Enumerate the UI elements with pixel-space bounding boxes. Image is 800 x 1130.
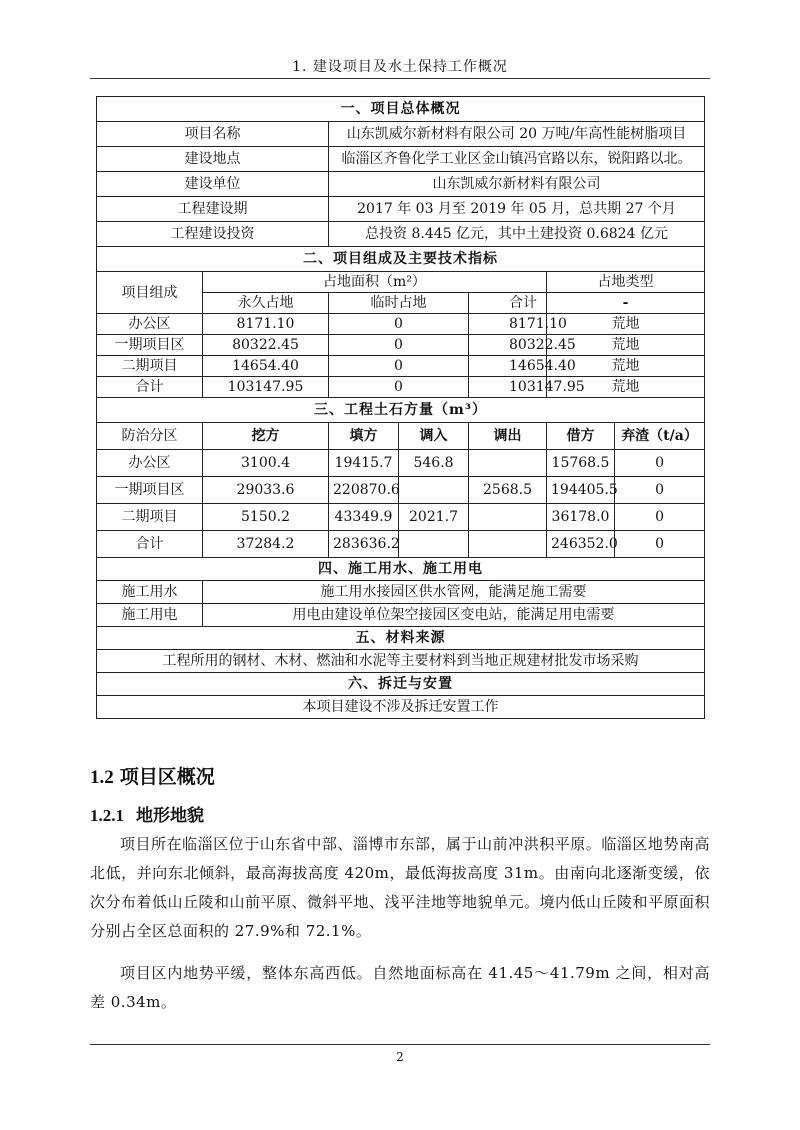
cell-temp: 0 — [329, 314, 469, 335]
cell-cut: 37284.2 — [203, 531, 329, 558]
table-row — [97, 122, 705, 147]
cell-cut: 29033.6 — [203, 477, 329, 504]
col-header-area: 占地面积（m²） — [203, 272, 547, 293]
cell-temp: 0 — [329, 335, 469, 356]
cell-fill: 43349.9 — [329, 504, 399, 531]
table-row — [97, 450, 705, 477]
section-4-title: 四、施工用水、施工用电 — [97, 558, 705, 581]
cell-out — [469, 450, 547, 477]
cell-total: 103147.95 — [469, 377, 547, 398]
table-row — [97, 531, 705, 558]
col-header-perm: 永久占地 — [203, 293, 329, 314]
table-row — [97, 504, 705, 531]
cell-perm: 103147.95 — [203, 377, 329, 398]
row-label: 施工用电 — [97, 604, 203, 627]
table-row — [97, 377, 705, 398]
cell-borrow: 15768.5 — [547, 450, 615, 477]
table-row — [97, 477, 705, 504]
row-label: 项目名称 — [97, 122, 329, 147]
col-header-out: 调出 — [469, 423, 547, 450]
row-value: 总投资 8.445 亿元，其中土建投资 0.6824 亿元 — [329, 222, 705, 247]
cell-type: 荒地 — [547, 356, 705, 377]
subsection-number: 1.2.1 — [90, 806, 124, 825]
col-header-borrow: 借方 — [547, 423, 615, 450]
cell-total: 8171.10 — [469, 314, 547, 335]
cell-in — [399, 477, 469, 504]
cell-waste: 0 — [615, 531, 705, 558]
cell-out — [469, 504, 547, 531]
cell-name: 一期项目区 — [97, 335, 203, 356]
table-row — [97, 147, 705, 172]
section-3-title-row — [97, 398, 705, 423]
col-header-in: 调入 — [399, 423, 469, 450]
subsection-title: 地形地貌 — [136, 806, 204, 826]
header-rule — [90, 78, 710, 79]
col-header-zone: 防治分区 — [97, 423, 203, 450]
cell-waste: 0 — [615, 477, 705, 504]
section-heading — [90, 762, 215, 789]
cell-total: 14654.40 — [469, 356, 547, 377]
col-header-type: 占地类型 — [547, 272, 705, 293]
col-header-cut: 挖方 — [203, 423, 329, 450]
materials-text: 工程所用的钢材、木材、燃油和水泥等主要材料到当地正规建材批发市场采购 — [97, 650, 705, 673]
col-header-waste: 弃渣（t/a） — [615, 423, 705, 450]
paragraph-elevation: 项目区内地势平缓，整体东高西低。自然地面标高在 41.45～41.79m 之间，相对高差 0.34m。 — [90, 964, 710, 1011]
cell-fill: 220870.6 — [329, 477, 399, 504]
cell-out: 2568.5 — [469, 477, 547, 504]
table-row — [97, 696, 705, 719]
cell-name: 合计 — [97, 377, 203, 398]
cell-perm: 80322.45 — [203, 335, 329, 356]
cell-name: 办公区 — [97, 314, 203, 335]
project-overview-table — [96, 96, 705, 719]
table-row — [97, 581, 705, 604]
row-value: 临淄区齐鲁化学工业区金山镇冯官路以东，锐阳路以北。 — [329, 147, 705, 172]
cell-zone: 二期项目 — [97, 504, 203, 531]
col-header-temp: 临时占地 — [329, 293, 469, 314]
table-row — [97, 197, 705, 222]
section-6-title: 六、拆迁与安置 — [97, 673, 705, 696]
cell-perm: 8171.10 — [203, 314, 329, 335]
table-row — [97, 335, 705, 356]
cell-borrow: 246352.0 — [547, 531, 615, 558]
footer-rule — [90, 1044, 710, 1045]
section-1-title-row — [97, 97, 705, 122]
row-label: 工程建设投资 — [97, 222, 329, 247]
row-label: 建设单位 — [97, 172, 329, 197]
paragraph-terrain: 项目所在临淄区位于山东省中部、淄博市东部，属于山前冲洪积平原。临淄区地势南高北低，并向东北倾斜，最高海拔高度 420m，最低海拔高度 31m。由南向北逐渐变缓，依次分布着低山丘陵和山前平原、微斜平地、浅平洼地等地貌单元。境内低山丘陵和平原面积分别占全区总面积的 27.9%和 72.1%。 — [90, 835, 711, 940]
cell-in — [399, 531, 469, 558]
cell-out — [469, 531, 547, 558]
cell-type: 荒地 — [547, 377, 705, 398]
section-2-title: 二、项目组成及主要技术指标 — [97, 247, 705, 272]
col-header-total: 合计 — [469, 293, 547, 314]
row-value: 用电由建设单位架空接园区变电站，能满足用电需要 — [203, 604, 705, 627]
row-value: 山东凯威尔新材料有限公司 20 万吨/年高性能树脂项目 — [329, 122, 705, 147]
cell-type: 荒地 — [547, 314, 705, 335]
cell-borrow: 194405.5 — [547, 477, 615, 504]
table-row — [97, 314, 705, 335]
cell-fill: 283636.2 — [329, 531, 399, 558]
table-row — [97, 356, 705, 377]
section-4-title-row — [97, 558, 705, 581]
cell-cut: 5150.2 — [203, 504, 329, 531]
row-value: 山东凯威尔新材料有限公司 — [329, 172, 705, 197]
cell-zone: 一期项目区 — [97, 477, 203, 504]
cell-perm: 14654.40 — [203, 356, 329, 377]
running-header: 1. 建设项目及水土保持工作概况 — [292, 59, 508, 75]
cell-temp: 0 — [329, 377, 469, 398]
subsection-heading — [90, 801, 204, 826]
section-5-title: 五、材料来源 — [97, 627, 705, 650]
table-header-row — [97, 423, 705, 450]
row-value: 施工用水接园区供水管网，能满足施工需要 — [203, 581, 705, 604]
section-5-title-row — [97, 627, 705, 650]
cell-waste: 0 — [615, 504, 705, 531]
table-row — [97, 650, 705, 673]
cell-total: 80322.45 — [469, 335, 547, 356]
section-6-title-row — [97, 673, 705, 696]
table-row — [97, 604, 705, 627]
section-1-title: 一、项目总体概况 — [97, 97, 705, 122]
table-row — [97, 172, 705, 197]
row-label: 建设地点 — [97, 147, 329, 172]
section-number: 1.2 — [90, 767, 114, 788]
cell-borrow: 36178.0 — [547, 504, 615, 531]
cell-name: 二期项目 — [97, 356, 203, 377]
cell-type: 荒地 — [547, 335, 705, 356]
table-header-row — [97, 272, 705, 293]
cell-cut: 3100.4 — [203, 450, 329, 477]
col-header-dash: - — [547, 293, 705, 314]
row-label: 工程建设期 — [97, 197, 329, 222]
cell-temp: 0 — [329, 356, 469, 377]
col-header-fill: 填方 — [329, 423, 399, 450]
cell-in: 546.8 — [399, 450, 469, 477]
cell-zone: 办公区 — [97, 450, 203, 477]
col-header-group: 项目组成 — [97, 272, 203, 314]
section-title: 项目区概况 — [119, 766, 215, 788]
cell-fill: 19415.7 — [329, 450, 399, 477]
cell-zone: 合计 — [97, 531, 203, 558]
cell-in: 2021.7 — [399, 504, 469, 531]
cell-waste: 0 — [615, 450, 705, 477]
row-label: 施工用水 — [97, 581, 203, 604]
row-value: 2017 年 03 月至 2019 年 05 月，总共期 27 个月 — [329, 197, 705, 222]
table-row — [97, 222, 705, 247]
relocation-text: 本项目建设不涉及拆迁安置工作 — [97, 696, 705, 719]
section-2-title-row — [97, 247, 705, 272]
section-3-title: 三、工程土石方量（m³） — [97, 398, 705, 423]
page-number: 2 — [396, 1050, 404, 1064]
